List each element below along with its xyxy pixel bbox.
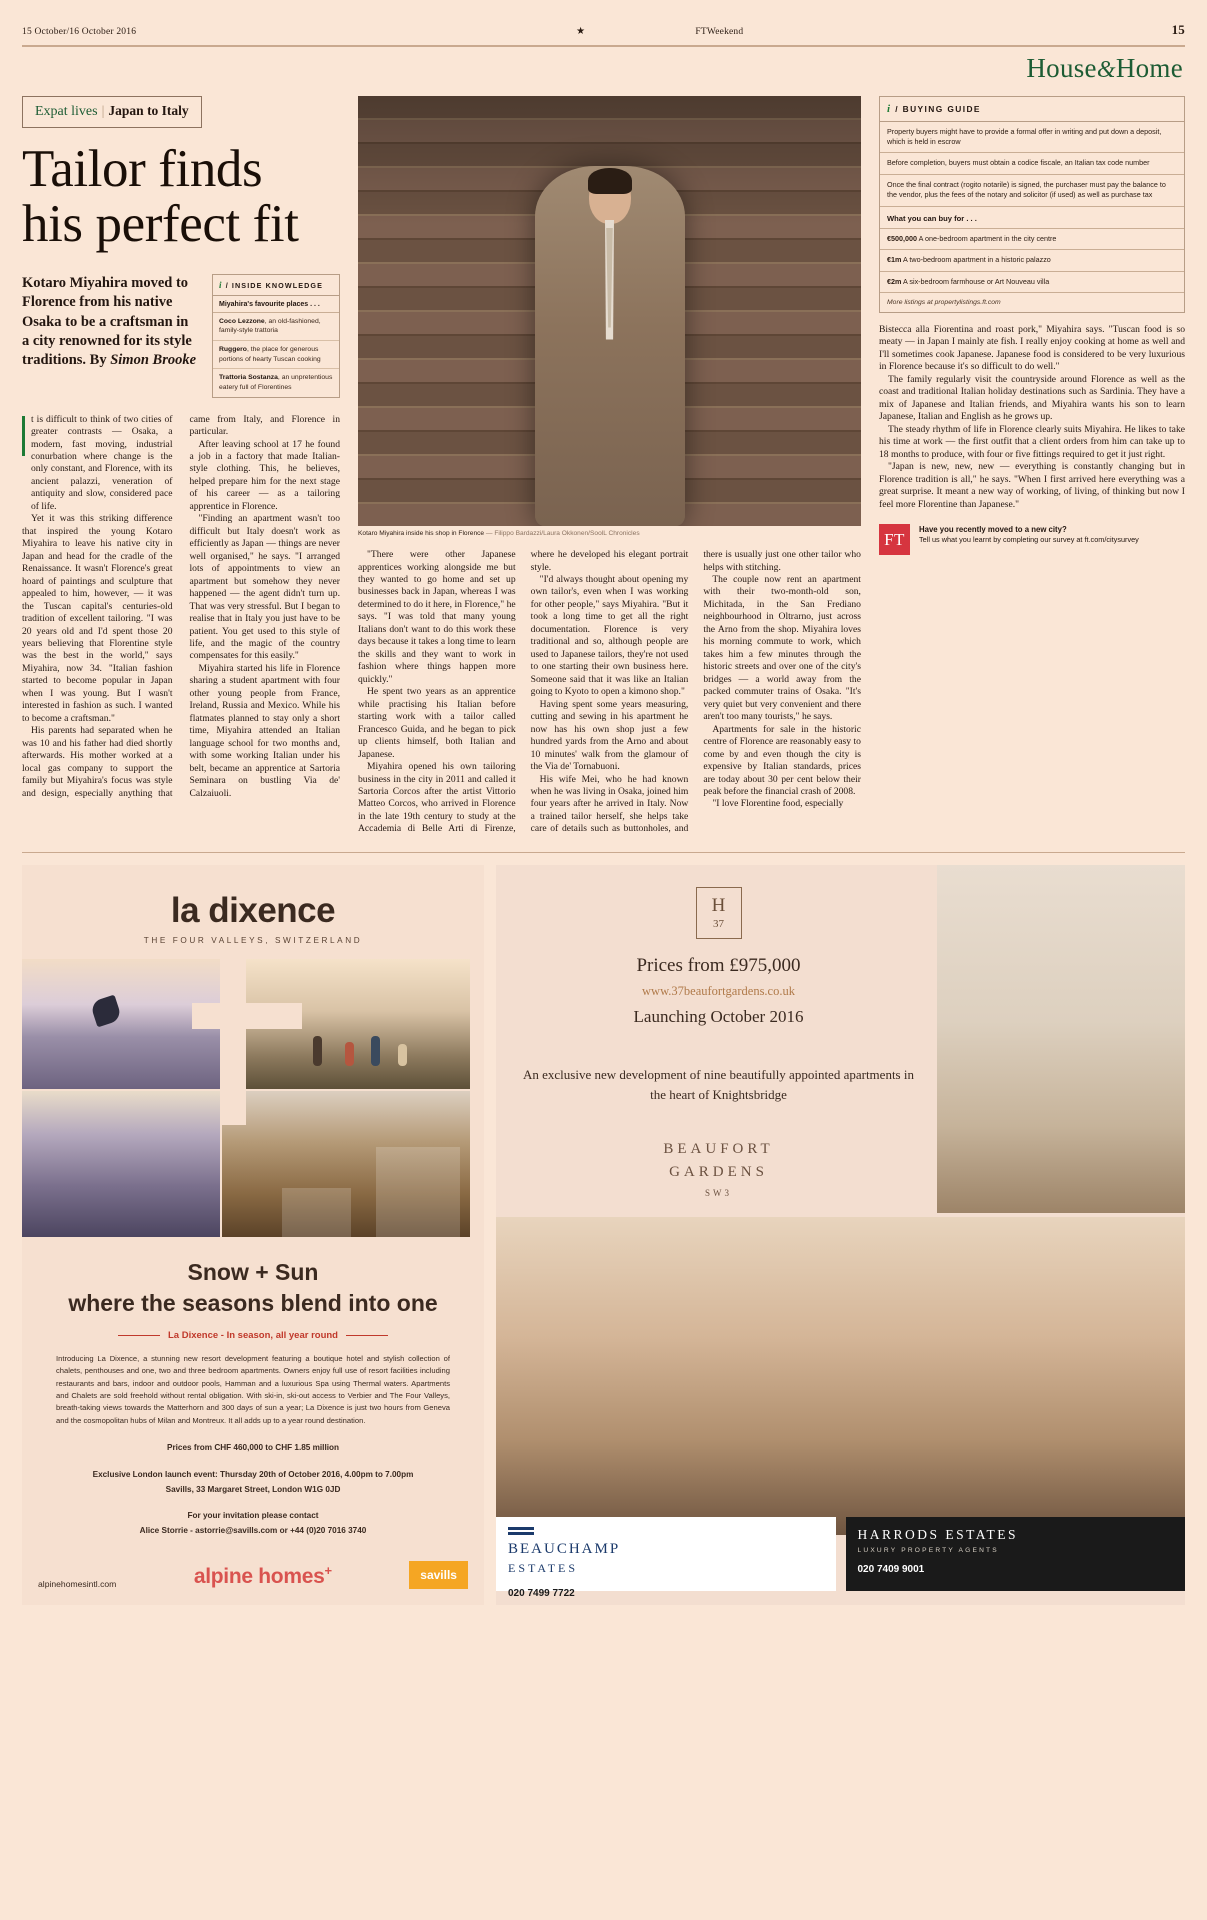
adverts-region (22, 865, 1185, 1605)
place-name: Trattoria Sostanza (219, 374, 278, 382)
tagline-line-2: where the seasons blend into one (68, 1289, 438, 1316)
headline-line-1: Tailor finds (22, 139, 263, 198)
article-paragraph: Miyahira started his life in Florence sharing a student apartment with four other young people from France, Ireland, Russia and Mexico. While his flatmates planned to stay only a short time, Miyahira attended an Italian language school for two months and, with some working Italian under his belt, became an apprentice at Sartoria Seminara on bustling Via de' Calzaiuoli. (189, 662, 340, 799)
alpine-plus-icon: + (324, 1563, 332, 1579)
agent-name-line-1: BEAUCHAMP (508, 1541, 621, 1558)
inside-knowledge-box (212, 274, 340, 398)
ft-logo: FT (879, 524, 910, 555)
article-paragraph: "Finding an apartment wasn't too difficult but Italy doesn't work as efficiently as Japan — things are never well organised," he says. "I arranged lots of appointments to view an apartment but somehow they never happened — the agent didn't turn up. That was very stressful. But I began to realise that in Italy you just have to be patient. You get used to this style of life, and the magic of the country compensates for this easily." (189, 513, 340, 662)
kicker-separator: | (101, 103, 105, 119)
article-body-left (22, 414, 340, 801)
ft-promo-text (919, 524, 1139, 546)
price-item (880, 229, 1184, 250)
advert-launch-date: Launching October 2016 (633, 1007, 804, 1027)
fabric-shelves-background (358, 96, 861, 526)
advert-title: la dixence (170, 891, 336, 931)
article-left-column (22, 96, 340, 801)
price-desc: A two-bedroom apartment in a historic palazzo (901, 255, 1051, 265)
article-paragraph: Miyahira opened his own tailoring business in the city in 2011 and called it Sartoria Corcos after the artist Vittorio Matteo Corcos, who arrived in Florence in the late 19th century to study at the Accademia di Belle Arti di Firenze, where he developed his elegant portrait style. (358, 549, 689, 835)
inside-knowledge-title: / INSIDE KNOWLEDGE (225, 280, 323, 290)
feature-article (22, 96, 1185, 836)
advert-tagline (22, 1257, 484, 1318)
place-desc: , the place for generous portions of hearty Tuscan cooking (219, 346, 321, 363)
agent-name (508, 1540, 824, 1578)
ft-promo-body: Tell us what you learnt by completing our survey at ft.com/citysurvey (919, 535, 1139, 545)
list-item: Property buyers might have to provide a formal offer in writing and put down a deposit, which is held in escrow (880, 122, 1184, 154)
info-icon: i (887, 102, 892, 115)
advert-event-line-1: Exclusive London launch event: Thursday 20th of October 2016, 4.00pm to 7.00pm (92, 1469, 414, 1479)
agent-name-line-2: ESTATES (508, 1561, 579, 1576)
advert-contact-details[interactable]: Alice Storrie - astorrie@savills.com or +44 (0)20 7016 3740 (139, 1526, 367, 1536)
figure (371, 1036, 380, 1066)
skier-figure (90, 995, 123, 1028)
place-desc: , an unpretentious eatery full of Florentines (219, 374, 333, 391)
article-paragraph: Yet it was this striking difference that inspired the young Kotaro Miyahira to leave his native city in Japan and head for the cradle of the Renaissance. It wasn't Florence's great hoard of paintings and sculpture that appealed to him, however, — it was the Tuscan capital's centuries-old tradition of excellent tailoring. "I was 20 years old and I'd spent those 20 years believing that Florentine style was the best in the world," says Miyahira, now 34. "Italian fashion started to become popular in Japan when I was young. But I wasn't interested in fashion as such. I wanted to become a craftsman." (22, 513, 173, 724)
article-paragraph: "I'd always thought about opening my own tailor's, even when I was working for other people," says Miyahira. "But it took a long time to get all the right documentation. Florence is very traditional and so, although people are used to Japanese tailors, they're not used to one starting their own business here. Someone said that it was like an Italian going to Kyoto to open a kimono shop." (530, 574, 689, 698)
article-paragraph: The steady rhythm of life in Florence clearly suits Miyahira. He likes to take his time at work — the first outfit that a client orders from him can take up to 18 months to produce, with four or five fittings required to get it just right. (879, 423, 1185, 460)
advert-strapline (22, 1330, 484, 1341)
price-desc: A six-bedroom farmhouse or Art Nouveau villa (901, 276, 1050, 286)
rule-right (346, 1335, 388, 1336)
advert-footer (22, 1561, 484, 1589)
star-icon: ★ (576, 26, 586, 37)
living-room-image (496, 1217, 1185, 1535)
buying-guide-box (879, 96, 1185, 314)
price-item (880, 250, 1184, 271)
alpine-homes-logo[interactable] (194, 1563, 332, 1589)
mountain-photo (22, 1091, 220, 1237)
article-paragraph: His wife Mei, who he had known when he was living in Osaka, joined him four years after he arrived in Italy. Now a trained tailor herself, she helps take care of details such as buttonholes, and there is usually just one other tailor who helps with stitching. (530, 549, 861, 835)
article-paragraph: t is difficult to think of two cities of greater contrasts — Osaka, a modern, fast moving, industrial conurbation where change is the only constant, and Florence, with its ancient palazzi, veneration of antiquity and slow, considered pace of life. (31, 413, 173, 512)
agent-phone[interactable]: 020 7499 7722 (508, 1587, 575, 1599)
agent-harrods-estates[interactable] (846, 1517, 1186, 1591)
article-paragraph: "There were other Japanese apprentices working alongside me but they wanted to go home and set up businesses back in Japan, whereas I was determined to do it here, in Florence," he says. "I was told that many young Italians don't want to do this work these days because it takes a long time to learn the skills and they want to work in fashion where things happen more quickly." (358, 549, 516, 685)
advert-upper-section (496, 865, 1185, 1213)
drop-rule (22, 416, 25, 456)
advert-image-grid (22, 959, 484, 1237)
tailor-figure (535, 166, 685, 526)
advert-contact-label: For your invitation please contact (187, 1511, 319, 1521)
development-name (522, 1138, 915, 1201)
standfirst-text: Kotaro Miyahira moved to Florence from his native Osaka to be a craftsman in a city renowned for its style traditions. By (22, 274, 192, 369)
building (282, 1188, 351, 1238)
masthead-divider (22, 45, 1185, 47)
page-number: 15 (1171, 22, 1185, 37)
price-amount: €500,000 (887, 233, 917, 243)
advert-beaufort-gardens[interactable] (496, 865, 1185, 1605)
development-name-line-1: BEAUFORT (663, 1141, 774, 1158)
article-body-right (879, 324, 1185, 511)
article-paragraph: Bistecca alla Fiorentina and roast pork," Miyahira says. "Tuscan food is so meaty — in Japan I mainly ate fish. I really enjoy cooking at home as well and I'll sometimes cook Japanese. Japanese food is considered to be very luxurious in Florence because it's so difficult to do well." (879, 324, 1185, 373)
savills-logo[interactable]: savills (409, 1561, 468, 1589)
buying-guide-header (880, 97, 1184, 122)
advert-description: An exclusive new development of nine beautifully appointed apartments in the heart of Knightsbridge (523, 1067, 914, 1102)
agent-logos-row (496, 1517, 1185, 1599)
strapline-text: La Dixence - In season, all year round (167, 1330, 338, 1342)
standfirst-row (22, 274, 340, 398)
townhouse-photo (937, 865, 1185, 1213)
buying-guide-title: / BUYING GUIDE (895, 103, 981, 114)
kicker-category: Expat lives (35, 103, 98, 119)
ft-promo-headline: Have you recently moved to a new city? (919, 525, 1067, 535)
advert-text-block (496, 865, 933, 1201)
crest-logo (696, 887, 742, 939)
inside-knowledge-header (213, 275, 339, 296)
list-item (213, 369, 339, 396)
figure-hair (588, 168, 632, 194)
ft-survey-promo[interactable] (879, 524, 1185, 555)
dateline: 15 October/16 October 2016 (22, 27, 137, 37)
article-body-middle (358, 549, 861, 836)
adverts-divider (22, 852, 1185, 854)
article-standfirst (22, 274, 198, 371)
advert-prices: Prices from £975,000 (636, 955, 801, 977)
swiss-cross-lower (220, 1091, 246, 1125)
price-desc: A one-bedroom apartment in the city centre (916, 233, 1057, 243)
photo-caption (358, 530, 861, 539)
page-masthead (22, 0, 1185, 38)
article-paragraph: "I love Florentine food, especially (712, 798, 844, 810)
list-item (213, 341, 339, 369)
figure (398, 1044, 407, 1066)
article-photo (358, 96, 861, 526)
place-name: Ruggero (219, 346, 247, 353)
headline-line-2: his perfect fit (22, 194, 299, 253)
development-name-line-2: GARDENS (669, 1163, 768, 1180)
article-paragraph: Apartments for sale in the historic centre of Florence are reasonably easy to come by and even though the city is expensive by Italian standards, prices are today about 30 per cent below their peak before the financial crash of 2008. (703, 723, 861, 797)
price-amount: €1m (887, 255, 902, 265)
article-paragraph: He spent two years as an apprentice while practising his Italian before starting work with a tailor called Francesco Guida, and he began to pick up clients himself, both Italian and Japanese. (358, 686, 516, 760)
advert-lower-section (496, 1217, 1185, 1599)
agent-name: HARRODS ESTATES (857, 1527, 1019, 1543)
place-desc: , an old-fashioned, family-style trattoria (219, 317, 321, 335)
caption-text: Kotaro Miyahira inside his shop in Florence (358, 529, 485, 537)
advert-event-line-2: Savills, 33 Margaret Street, London W1G 0JD (165, 1485, 341, 1495)
advert-body-copy: Introducing La Dixence, a stunning new resort development featuring a boutique hotel and stylish collection of chalets, penthouses and one, two and three bedroom apartments. Owners enjoy full use of resort facilities including restaurants and bars, indoor and outdoor pools, Hamman and a luxurious Spa using Thermal waters. Apartments and Chalets are sold freehold without rental obligation. With ski-in, ski-out access to Verbier and The Four Valleys, breath-taking views towards the Matterhorn and 300 days of sun a year; La Dixence is just two hours from Geneva and the cosmopolitan hubs of Milan and Montreux. It all adds up to a year round destination. (56, 1354, 450, 1425)
crest-number: 37 (713, 918, 724, 931)
building (376, 1147, 460, 1238)
list-item: Before completion, buyers must obtain a codice fiscale, an Italian tax code number (880, 153, 1184, 174)
list-item: Once the final contract (rogito notarile) is signed, the purchaser must pay the balance to the vendor, plus the fees of the notary and solicitor (if used) as well as purchase tax (880, 175, 1184, 207)
kicker-subject: Japan to Italy (108, 102, 189, 118)
place-name: Coco Lezzone (219, 317, 265, 325)
beauchamp-mark-icon (508, 1527, 824, 1535)
price-amount: €2m (887, 276, 902, 286)
resort-photo (222, 1091, 470, 1237)
section-title (22, 53, 1185, 84)
article-byline: Simon Brooke (110, 352, 197, 369)
advert-la-dixence[interactable] (22, 865, 484, 1605)
advert-subtitle: THE FOUR VALLEYS, SWITZERLAND (143, 936, 363, 946)
figure (345, 1042, 354, 1066)
alpine-homes-text: alpine homes (193, 1565, 325, 1589)
section-title-amp: & (1096, 56, 1116, 83)
advert-url[interactable]: www.37beaufortgardens.co.uk (642, 984, 795, 999)
article-right-column (879, 96, 1185, 801)
article-kicker (22, 96, 202, 128)
list-item (213, 313, 339, 341)
resort-buildings-image (222, 1091, 470, 1237)
agent-phone[interactable]: 020 7409 9001 (857, 1564, 925, 1576)
development-postcode: SW3 (705, 1188, 732, 1199)
article-paragraph: The family regularly visit the countryside around Florence as well as the coast and traditional Italian holiday destinations such as Sardinia. They have a mix of Japanese and Italian friends, and Miyahira wants his son to learn Japanese, Italian and English as he grows up. (879, 373, 1185, 423)
article-paragraph: Having spent some years measuring, cutting and sewing in his apartment he now has his own shop just a few hundred yards from the Arno and about 10 minutes' walk from the glamour of the Via de' Tornabuoni. (530, 698, 689, 773)
rule-left (118, 1335, 160, 1336)
buying-guide-footer: More listings at propertylistings.ft.com (887, 299, 1001, 306)
info-icon: i (219, 279, 223, 290)
townhouse-facade-image (937, 865, 1185, 1213)
agent-beauchamp-estates[interactable] (496, 1517, 836, 1599)
caption-credit: — Filippo Bardazzi/Laura Okkonen/SoolL Chronicles (485, 529, 640, 537)
mountain-range-image (22, 1091, 220, 1237)
interior-photo (496, 1217, 1185, 1535)
publication-brand: FTWeekend (695, 27, 744, 37)
inside-knowledge-subhead: Miyahira's favourite places . . . (213, 296, 339, 313)
page-title (22, 139, 340, 253)
article-middle-column (358, 96, 861, 836)
tagline-line-1: Snow + Sun (187, 1259, 319, 1286)
advert-prices: Prices from CHF 460,000 to CHF 1.85 million (167, 1442, 339, 1452)
buying-guide-subhead: What you can buy for . . . (880, 207, 1184, 229)
article-paragraph: "Japan is new, new, new — everything is constantly changing but in Florence tradition is all," he says. "When I first arrived here everything was a great surprise. It meant a new way of working, of living, of thinking but now I feel more Florentine than Japanese." (879, 461, 1185, 510)
section-title-part1: House (1026, 52, 1097, 83)
article-paragraph: After leaving school at 17 he found a job in a factory that made Italian-style clothing. This, he believes, helped prepare him for the next stage of his career — as a tailoring apprentice in Florence. (189, 438, 340, 512)
crest-letter: H (711, 895, 726, 917)
figure (313, 1036, 322, 1066)
price-item (880, 272, 1184, 293)
agent-tagline: LUXURY PROPERTY AGENTS (857, 1547, 999, 1555)
article-paragraph: His parents had separated when he was 10 and his father had died shortly afterwards. His mother worked at a local gas company to support the family but Miyahira's focus was style and design, especially anything that came from Italy, and Florence in particular. (22, 413, 340, 799)
section-title-part2: Home (1115, 52, 1183, 83)
article-paragraph: The couple now rent an apartment with their two-month-old son, Michitada, in the San Frediano neighbourhood in Oltrarno, just across the Arno from the shop. Miyahira loves his morning commute to work, which takes him a few minutes through the historic streets and over one of the city's bridges — a world away from the packed commuter trains of Osaka. "It's very quiet but very convenient and there aren't too many tourists," he says. (703, 574, 861, 723)
swiss-cross-horizontal (192, 1003, 302, 1029)
advert-url[interactable]: alpinehomesintl.com (38, 1579, 117, 1590)
